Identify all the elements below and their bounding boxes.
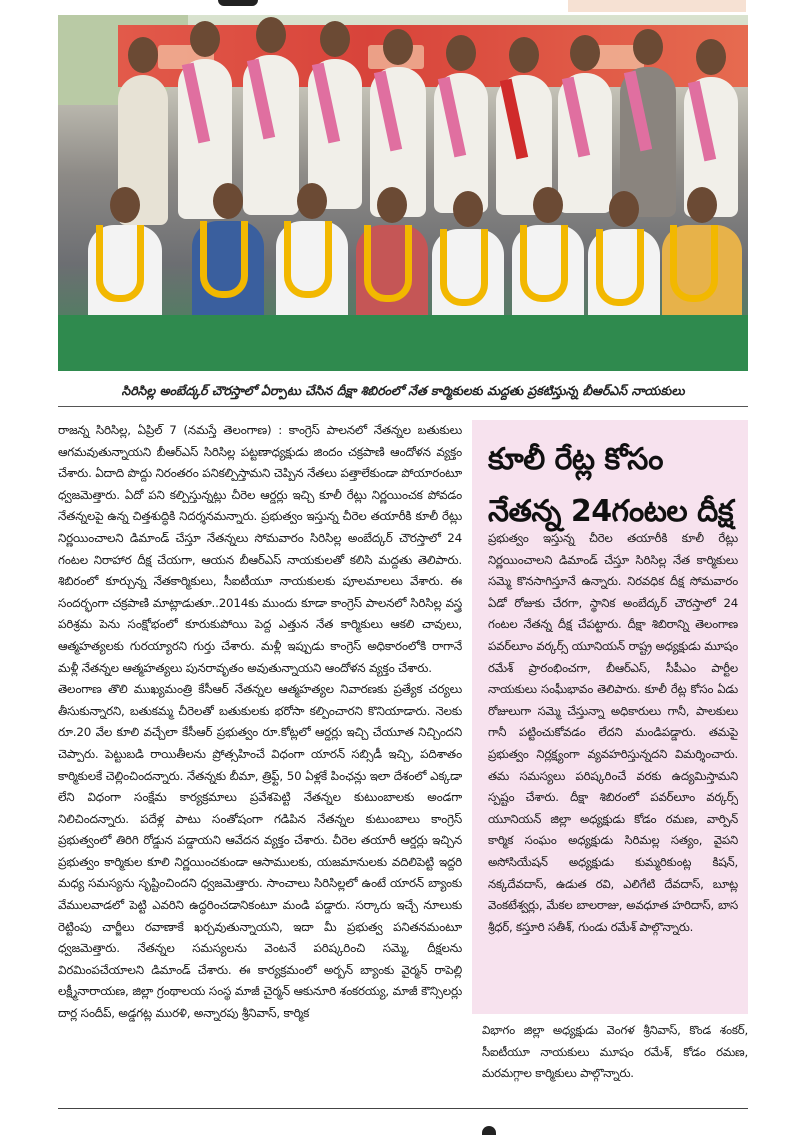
top-strip xyxy=(0,0,800,14)
bottom-divider xyxy=(58,1108,748,1109)
green-carpet xyxy=(58,315,748,371)
article-paragraph: రాజన్న సిరిసిల్ల, ఏప్రిల్ 7 (నమస్తే తెలంగాణ) : కాంగ్రెస్ పాలనలో నేతన్నల బతుకులు ఆగమవుతున్నాయని బీఆర్ఎస్ సిరిసిల్ల పట్టణాధ్యక్షుడు జిందం చక్రపాణి ఆందోళన వ్యక్తం చేశారు. ఏదాది పొద్దు నిరంతరం పనికల్పిస్తామని చెప్పిన నేతలు పత్తాలేకుండా పోయారంటూ ధ్వజమెత్తారు. ఏదో పని కల్పిస్తున్నట్లు చీరెల ఆర్డర్లు ఇచ్చి కూలీ రేట్లు నిర్ణయించక పోవడం నేతన్నలపై ఉన్న చిత్తశుద్ధికి నిదర్శనమన్నారు. ప్రభుత్వం ఇస్తున్న చీరెల తయారీకి కూలీ రేట్లు నిర్ణయించాలని డిమాండ్ చేస్తూ నేతన్నలు సోమవారం సిరిసిల్ల అంబేద్కర్ చౌరస్తాలో 24 గంటల నిరాహార దీక్ష చేయగా, ఆయన బీఆర్ఎస్ నాయకులతో కలిసి మద్దతు తెలిపారు. శిబిరంలో కూర్చున్న నేతకార్మికులు, సీఐటీయూ నాయకులకు పూలమాలలు వేశారు. ఈ సందర్భంగా చక్రపాణి మాట్లాడుతూ..2014కు ముందు కూడా కాంగ్రెస్ పాలనలో సిరిసిల్ల వస్త్ర పరిశ్రమ పెను సంక్షోభంలో కూరుకుపోయి పెద్ద ఎత్తున నేత కార్మికులు ఆకలి చావులు, ఆత్మహత్యలకు గురయ్యారని గుర్తు చేశారు. మళ్లీ ఇప్పుడు కాంగ్రెస్ అధికారంలోకి రాగానే మళ్లీ నేతన్నల ఆత్మహత్యలు పునరావృతం అవుతున్నాయని ఆందోళన వ్యక్తం చేశారు. xyxy=(58,423,462,675)
photo-caption: సిరిసిల్ల అంబేద్కర్ చౌరస్తాలో ఏర్పాటు చేసిన దీక్షా శిబిరంలో నేత కార్మికులకు మద్దతు ప్రకటిస్తున్న బీఆర్ఎస్ నాయకులు xyxy=(121,383,685,398)
article-paragraph: తెలంగాణ తొలి ముఖ్యమంత్రి కేసీఆర్ నేతన్నల ఆత్మహత్యల నివారణకు ప్రత్యేక చర్యలు తీసుకున్నారని, బతుకమ్మ చీరెలతో బతుకులకు భరోసా కల్పించారని కొనియాడారు. నెలకు రూ.20 వేల కూలి వచ్చేలా కేసీఆర్ ప్రభుత్వం రూ.కోట్లలో ఆర్డర్లు ఇచ్చి చేయూత నిచ్చిందని చెప్పారు. పెట్టుబడి రాయితీలను ప్రోత్సహించే విధంగా యారన్ సబ్సిడీ ఇచ్చి, పదిశాతం కార్మికులకే చెల్లించిందన్నారు. నేతన్నకు బీమా, త్రిఫ్ట్, 50 ఏళ్లకే పింఛన్లు ఇలా దేశంలో ఎక్కడా లేని విధంగా సంక్షేమ కార్యక్రమాలు ప్రవేశపెట్టి నేతన్నల కుటుంబాలకు అండగా నిలిచిందన్నారు. పదేళ్ల పాటు సంతోషంగా గడిపిన నేతన్నల కుటుంబాలు కాంగ్రెస్ ప్రభుత్వంలో తిరిగి రోడ్డున పడ్డాయని ఆవేదన వ్యక్తం చేశారు. చీరెల తయారీ ఆర్డర్లు ఇచ్చిన ప్రభుత్వం కార్మికుల కూలి నిర్ణయించకుండా ఆసాములకు, యజమానులకు వదిలిపెట్టి ఇద్దరి మధ్య సమస్యను సృష్టించిందని ధ్వజమెత్తారు. సాంచాలు సిరిసిల్లలో ఉంటే యారన్ బ్యాంకు వేములవాడలో పెట్టి ఎవరిని ఉద్ధరించడానికంటూ మండి పడ్డారు. సర్కారు ఇచ్చే నూలుకు రెట్టింపు చార్జీలు రవాణాకే ఖర్చవుతున్నాయని, ఇదా మీ ప్రభుత్వ పనితనమంటూ ధ్వజమెత్తారు. నేతన్నల సమస్యలను వెంటనే పరిష్కరించి సమ్మె, దీక్షలను విరమింపచేయాలని డిమాండ్ చేశారు. ఈ కార్యక్రమంలో అర్బన్ బ్యాంకు వైర్మన్ రాపెల్లి లక్ష్మీనారాయణ, జిల్లా గ్రంథాలయ సంస్థ మాజీ చైర్మన్ ఆకునూరి శంకరయ్య, మాజీ కౌన్సిలర్లు దార్ల సందీప్, అడ్డగట్ల మురళి, అన్నారపు శ్రీనివాస్, కార్మిక xyxy=(58,682,462,1021)
headline-line: నేతన్న 24గంటల దీక్ష xyxy=(488,494,733,529)
headline-line: కూలీ రేట్ల కోసం xyxy=(488,442,663,477)
previous-article-box xyxy=(568,0,746,12)
article-continuation xyxy=(482,1020,748,1100)
previous-article-fragment xyxy=(218,0,258,6)
sidebar-body xyxy=(488,528,738,1008)
caption-divider xyxy=(58,406,748,407)
sidebar-paragraph: ప్రభుత్వం ఇస్తున్న చీరెల తయారీకి కూలీ రేట్లు నిర్ణయించాలని డిమాండ్ చేస్తూ సిరిసిల్ల నేత కార్మికులు సమ్మె కొనసాగిస్తూనే ఉన్నారు. నిరవధిక దీక్ష సోమవారం ఏడో రోజుకు చేరగా, స్థానిక అంబేద్కర్ చౌరస్తాలో 24 గంటల నేతన్న దీక్ష చేపట్టారు. దీక్షా శిబిరాన్ని తెలంగాణ పవర్‌లూం వర్కర్స్ యూనియన్ రాష్ట్ర అధ్యక్షుడు మూషం రమేశ్ ప్రారంభించగా, బీఆర్ఎస్, సీపీఎం పార్టీల నాయకులు సంఘీభావం తెలిపారు. కూలీ రేట్ల కోసం ఏడు రోజులుగా సమ్మె చేస్తున్నా అధికారులు గానీ, పాలకులు గానీ పట్టించుకోవడం లేదని మండిపడ్డారు. తమపై ప్రభుత్వం నిర్లక్ష్యంగా వ్యవహరిస్తున్నదని విమర్శించారు. తమ సమస్యలు పరిష్కరించే వరకు ఉద్యమిస్తామని స్పష్టం చేశారు. దీక్షా శిబిరంలో పవర్‌లూం వర్కర్స్ యూనియన్ జిల్లా అధ్యక్షుడు కోడం రమణ, వార్పిన్ కార్మిక సంఘం అధ్యక్షుడు సిరిమల్ల సత్యం, వైపని అసోసియేషన్ అధ్యక్షుడు కుమ్మరికుంట్ల కిషన్, నక్కదేవదాస్, ఉడుత రవి, ఎలిగేటి దేవదాస్, బూట్ల వెంకటేశ్వర్లు, మేకల బాలరాజు, అవధూత హరిదాస్, బాస శ్రీధర్, కస్తూరి సతీశ్, గుండు రమేశ్ పాల్గొన్నారు. xyxy=(488,531,738,934)
article-body xyxy=(58,420,462,1097)
sidebar-story-box xyxy=(472,420,748,1014)
continuation-paragraph: విభాగం జిల్లా అధ్యక్షుడు వెంగళ శ్రీనివాస్, కొండ శంకర్, సీఐటీయూ నాయకులు మూషం రమేశ్, కోడం రమణ, మరమగ్గాల కార్మికులు పాల్గొన్నారు. xyxy=(482,1023,748,1081)
next-article-fragment xyxy=(482,1126,496,1135)
group-photo-image xyxy=(58,15,748,371)
sidebar-headline xyxy=(488,434,738,538)
standing-person xyxy=(558,73,612,213)
standing-person xyxy=(243,55,299,215)
